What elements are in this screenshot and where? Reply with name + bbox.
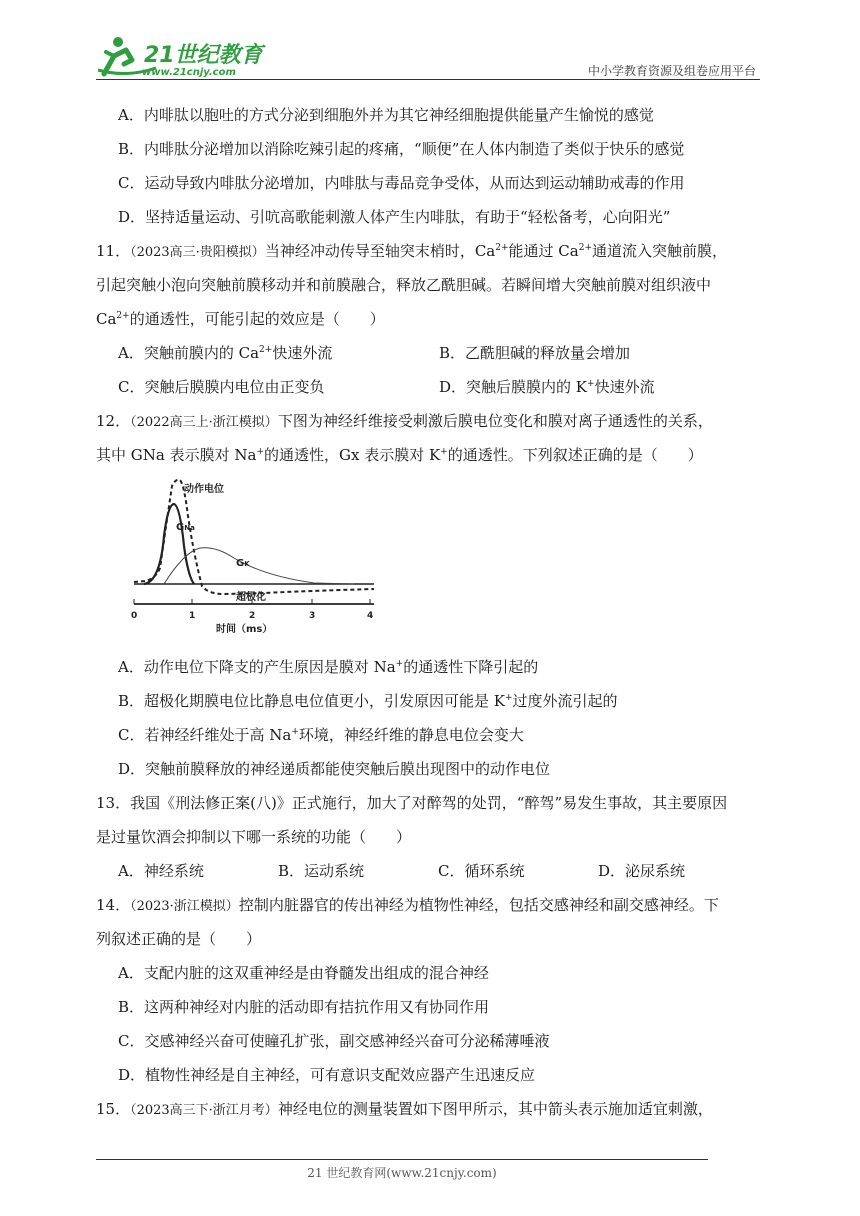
q14-option-d: D．植物性神经是自主神经，可有意识支配效应器产生迅速反应 bbox=[118, 1066, 536, 1084]
q12-option-c bbox=[96, 718, 760, 752]
q13-stem-line-2: 是过量饮酒会抑制以下哪一系统的功能（ ） bbox=[96, 828, 412, 846]
q13-option-a: A．神经系统 bbox=[118, 862, 204, 880]
q13-option-c: C．循环系统 bbox=[438, 862, 525, 880]
q11-options-row-1 bbox=[96, 336, 760, 370]
label-action-potential: 动作电位 bbox=[184, 484, 224, 495]
superscript: + bbox=[395, 659, 404, 669]
superscript: 2+ bbox=[495, 243, 509, 253]
q11-number: 11． bbox=[96, 242, 131, 260]
tick-label: 4 bbox=[367, 611, 374, 621]
q12-source: （2022高三上·浙江模拟） bbox=[130, 415, 278, 430]
q12-option-a bbox=[96, 650, 760, 684]
q15-stem-line-1 bbox=[96, 1092, 760, 1126]
option-text: C．若神经纤维处于高 Na bbox=[118, 726, 292, 744]
page-content bbox=[96, 98, 760, 1126]
site-logo bbox=[96, 34, 276, 80]
q11-text: Ca bbox=[96, 310, 117, 328]
q10-option-c: C．运动导致内啡肽分泌增加，内啡肽与毒品竞争受体，从而达到运动辅助戒毒的作用 bbox=[118, 174, 685, 192]
footer-divider bbox=[96, 1159, 708, 1160]
q12-option-b bbox=[96, 684, 760, 718]
option-text: D．突触后膜膜内的 K bbox=[439, 378, 588, 396]
tick-label: 0 bbox=[131, 611, 138, 621]
q11-text: 通道流入突触前膜， bbox=[592, 242, 728, 260]
q14-option-b: B．这两种神经对内脏的活动即有拮抗作用又有协同作用 bbox=[118, 998, 490, 1016]
q14-stem-line-2: 列叙述正确的是（ ） bbox=[96, 930, 262, 948]
q11-stem-line-1 bbox=[96, 234, 760, 268]
q11-stem-line-3 bbox=[96, 302, 760, 336]
q11-option-c: C．突触后膜膜内电位由正变负 bbox=[118, 378, 325, 396]
q14-number: 14． bbox=[96, 896, 131, 914]
q12-text: 其中 GNa 表示膜对 Na bbox=[96, 446, 257, 464]
label-gna-g: G bbox=[176, 522, 185, 533]
q11-option-b: B．乙酰胆碱的释放量会增加 bbox=[439, 344, 631, 362]
superscript: 2+ bbox=[259, 345, 273, 355]
option-text: 环境，神经纤维的静息电位会变大 bbox=[298, 726, 524, 744]
svg-text:21世纪教育: 21世纪教育 bbox=[144, 43, 263, 68]
q10-option-a: A．内啡肽以胞吐的方式分泌到细胞外并为其它神经细胞提供能量产生愉悦的感觉 bbox=[118, 106, 654, 124]
superscript: + bbox=[440, 447, 448, 457]
tick-label: 2 bbox=[249, 611, 256, 621]
q11-option-a bbox=[118, 336, 439, 370]
svg-text:www.21cnjy.com: www.21cnjy.com bbox=[142, 67, 236, 78]
x-axis-label: 时间（ms） bbox=[216, 624, 273, 635]
tick-label: 1 bbox=[189, 611, 196, 621]
label-gk-sub: K bbox=[244, 560, 250, 568]
superscript: + bbox=[505, 693, 513, 703]
q12-stem-line-1 bbox=[96, 404, 760, 438]
q14-stem-line-1 bbox=[96, 888, 760, 922]
label-hyperpolarization: 超极化 bbox=[236, 592, 266, 603]
q14-option-a: A．支配内脏的这双重神经是由脊髓发出组成的混合神经 bbox=[118, 964, 489, 982]
q15-text: 神经电位的测量装置如下图甲所示，其中箭头表示施加适宜刺激， bbox=[277, 1100, 713, 1118]
option-text: 的通透性下降引起的 bbox=[403, 658, 539, 676]
q10-option-b: B．内啡肽分泌增加以消除吃辣引起的疼痛，“顺便”在人体内制造了类似于快乐的感觉 bbox=[118, 140, 685, 158]
q14-source: （2023·浙江模拟） bbox=[130, 899, 239, 914]
q14-option-c: C．交感神经兴奋可使瞳孔扩张，副交感神经兴奋可分泌稀薄唾液 bbox=[118, 1032, 550, 1050]
q13-option-d: D．泌尿系统 bbox=[598, 862, 686, 880]
label-gk bbox=[236, 558, 250, 569]
option-text: A．动作电位下降支的产生原因是膜对 Na bbox=[118, 658, 396, 676]
q10-option-d: D．坚持适量运动、引吭高歌能刺激人体产生内啡肽，有助于“轻松备考，心向阳光” bbox=[118, 208, 671, 226]
q13-option-b: B．运动系统 bbox=[278, 862, 365, 880]
tick-label: 3 bbox=[309, 611, 316, 621]
q11-text: 能通过 Ca bbox=[508, 242, 579, 260]
q12-stem-line-2 bbox=[96, 438, 760, 472]
q11-source: （2023高三·贵阳模拟） bbox=[130, 245, 265, 260]
membrane-potential-graph bbox=[124, 476, 384, 646]
option-text: B．超极化期膜电位比静息电位值更小，引发原因可能是 K bbox=[118, 692, 505, 710]
option-text: A．突触前膜内的 Ca bbox=[118, 344, 260, 362]
q11-option-d bbox=[439, 370, 760, 404]
gk-curve bbox=[164, 548, 354, 584]
option-text: 过度外流引起的 bbox=[512, 692, 618, 710]
header-divider bbox=[96, 79, 760, 80]
q11-stem-line-2: 引起突触小泡向突触前膜移动并和前膜融合，释放乙酰胆碱。若瞬间增大突触前膜对组织液中 bbox=[96, 276, 712, 294]
membrane-potential-figure bbox=[96, 472, 760, 650]
superscript: + bbox=[587, 379, 595, 389]
label-gna-sub: Na bbox=[184, 524, 195, 532]
q15-number: 15． bbox=[96, 1100, 131, 1118]
superscript: + bbox=[256, 447, 264, 457]
q12-number: 12． bbox=[96, 412, 131, 430]
q11-text: 当神经冲动传导至轴突末梢时，Ca bbox=[264, 242, 496, 260]
page-footer: 21 世纪教育网(www.21cnjy.com) bbox=[307, 1166, 497, 1180]
action-potential-curve bbox=[134, 480, 374, 594]
q11-options-row-2 bbox=[96, 370, 760, 404]
option-text: 快速外流 bbox=[272, 344, 333, 362]
superscript: 2+ bbox=[116, 311, 130, 321]
q13-options-row bbox=[96, 854, 760, 888]
label-gk-g: G bbox=[236, 558, 245, 569]
gna-curve bbox=[144, 504, 194, 584]
q12-option-d: D．突触前膜释放的神经递质都能使突触后膜出现图中的动作电位 bbox=[118, 760, 551, 778]
q14-text: 控制内脏器官的传出神经为植物性神经，包括交感神经和副交感神经。下 bbox=[238, 896, 719, 914]
q13-stem-line-1: 13．我国《刑法修正案(八)》正式施行，加大了对醉驾的处罚，“醉驾”易发生事故，其主要原因 bbox=[96, 794, 728, 812]
q15-source: （2023高三下·浙江月考） bbox=[130, 1103, 278, 1118]
superscript: 2+ bbox=[578, 243, 592, 253]
option-text: 快速外流 bbox=[594, 378, 655, 396]
q12-text: 的通透性，Gx 表示膜对 K bbox=[263, 446, 441, 464]
q11-text: 的通透性，可能引起的效应是（ ） bbox=[129, 310, 385, 328]
q12-text: 下图为神经纤维接受刺激后膜电位变化和膜对离子通透性的关系， bbox=[277, 412, 713, 430]
q12-text: 的通透性。下列叙述正确的是（ ） bbox=[447, 446, 703, 464]
label-gna bbox=[176, 522, 195, 533]
superscript: + bbox=[291, 727, 299, 737]
page-header bbox=[96, 34, 760, 80]
platform-name: 中小学教育资源及组卷应用平台 bbox=[587, 64, 756, 78]
